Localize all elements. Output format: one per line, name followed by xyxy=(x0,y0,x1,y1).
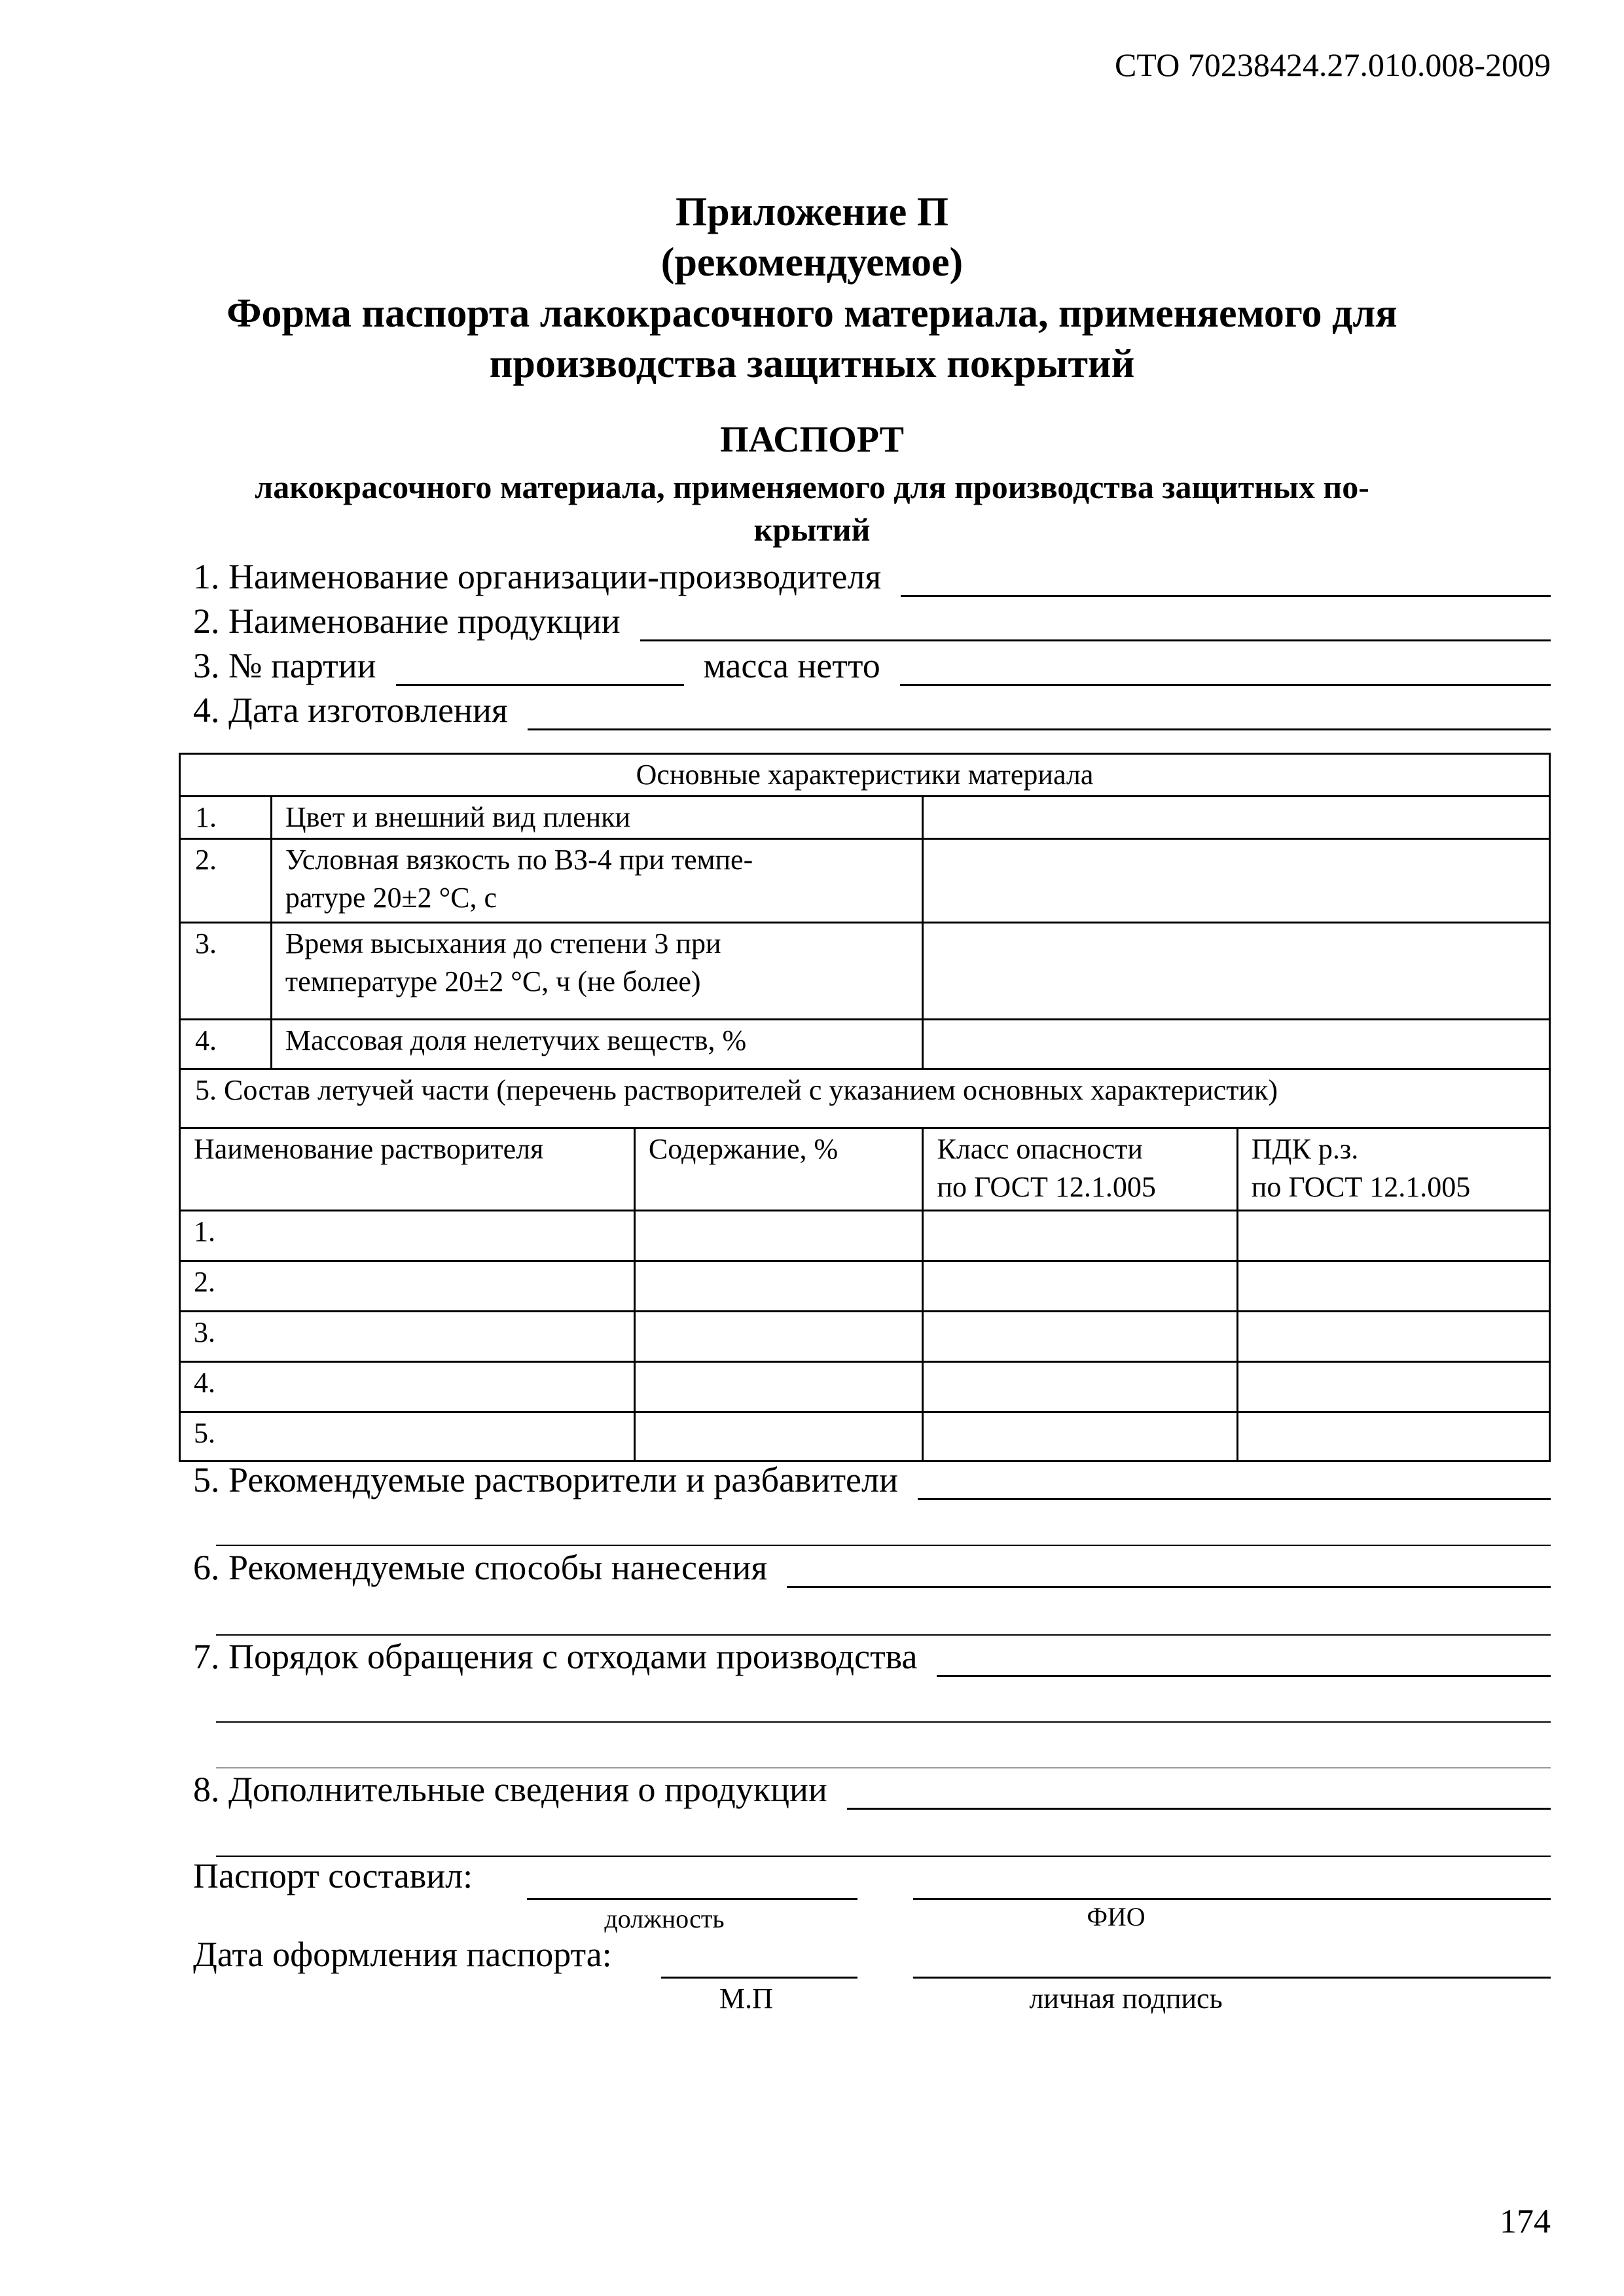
cell-content[interactable] xyxy=(634,1362,923,1412)
field-additional-info-line[interactable] xyxy=(847,1772,1551,1810)
field-product-label: 2. Наименование продукции xyxy=(193,601,621,641)
characteristics-table xyxy=(179,753,1551,1462)
solvent-row-number[interactable]: 2. xyxy=(180,1261,635,1312)
table-row xyxy=(180,1362,1550,1412)
field-manufacture-date-line[interactable] xyxy=(528,692,1551,730)
row-parameter: Массовая доля нелетучих веществ, % xyxy=(271,1020,923,1069)
field-manufacturer-line[interactable] xyxy=(901,559,1551,597)
field-waste-handling-line[interactable] xyxy=(937,1639,1551,1677)
appendix-status: (рекомендуемое) xyxy=(660,240,964,285)
field-batch-label: 3. № партии xyxy=(193,646,376,685)
cell-mac[interactable] xyxy=(1237,1362,1549,1412)
passport-subtitle-line1: лакокрасочного материала, применяемого для производства защитных по- xyxy=(255,469,1369,505)
continuation-line[interactable] xyxy=(216,1721,1551,1723)
position-caption: должность xyxy=(604,1904,725,1933)
field-product-line[interactable] xyxy=(640,603,1551,641)
cell-hazard[interactable] xyxy=(923,1362,1237,1412)
page-number: 174 xyxy=(1500,2203,1551,2240)
row-value[interactable] xyxy=(923,797,1550,839)
signature-line[interactable] xyxy=(913,1977,1551,1979)
solvent-row-number[interactable]: 3. xyxy=(180,1312,635,1362)
field-application-methods-line[interactable] xyxy=(787,1550,1551,1588)
field-recommended-solvents-label: 5. Рекомендуемые растворители и разбавители xyxy=(193,1460,898,1499)
row-value[interactable] xyxy=(923,1020,1550,1069)
table-row xyxy=(180,839,1550,923)
full-name-caption: ФИО xyxy=(1087,1902,1146,1931)
field-net-weight-line[interactable] xyxy=(900,648,1551,686)
row-number: 4. xyxy=(180,1020,272,1069)
stamp-caption: М.П xyxy=(719,1982,773,2015)
field-manufacturer-label: 1. Наименование организации-производителя xyxy=(193,557,882,596)
field-product[interactable] xyxy=(193,596,1551,641)
cell-hazard[interactable] xyxy=(923,1211,1237,1261)
table-header: Основные характеристики материала xyxy=(180,754,1550,797)
col-hazard-class: Класс опасности по ГОСТ 12.1.005 xyxy=(923,1128,1237,1211)
position-line[interactable] xyxy=(527,1898,857,1900)
issue-date-line[interactable] xyxy=(661,1977,857,1979)
solvent-row-number[interactable]: 1. xyxy=(180,1211,635,1261)
table-row xyxy=(180,1020,1550,1069)
table-row xyxy=(180,797,1550,839)
table-row xyxy=(180,1312,1550,1362)
table-row xyxy=(180,1211,1550,1261)
volatile-title-row xyxy=(180,1069,1550,1128)
solvent-row-number[interactable]: 5. xyxy=(180,1412,635,1462)
cell-content[interactable] xyxy=(634,1312,923,1362)
issue-date-label: Дата оформления паспорта: xyxy=(193,1935,612,1974)
cell-hazard[interactable] xyxy=(923,1312,1237,1362)
row-number: 2. xyxy=(180,839,272,923)
field-additional-info-label: 8. Дополнительные сведения о продукции xyxy=(193,1770,827,1809)
cell-mac[interactable] xyxy=(1237,1261,1549,1312)
field-waste-handling[interactable] xyxy=(193,1631,1551,1677)
field-waste-handling-label: 7. Порядок обращения с отходами производства xyxy=(193,1637,918,1676)
cell-content[interactable] xyxy=(634,1211,923,1261)
passport-subtitle-line2: крытий xyxy=(753,511,871,548)
col-solvent: Наименование растворителя xyxy=(180,1128,635,1211)
field-batch[interactable] xyxy=(193,640,1551,686)
row-number: 3. xyxy=(180,923,272,1020)
field-additional-info[interactable] xyxy=(193,1764,1551,1810)
row-number: 1. xyxy=(180,797,272,839)
full-name-line[interactable] xyxy=(913,1898,1551,1900)
cell-mac[interactable] xyxy=(1237,1312,1549,1362)
cell-content[interactable] xyxy=(634,1261,923,1312)
compiled-by-label: Паспорт составил: xyxy=(193,1856,473,1895)
passport-title: ПАСПОРТ xyxy=(719,420,904,460)
col-content: Содержание, % xyxy=(634,1128,923,1211)
col-mac: ПДК р.з. по ГОСТ 12.1.005 xyxy=(1237,1128,1549,1211)
signature-caption: личная подпись xyxy=(1029,1982,1223,2015)
row-parameter: Цвет и внешний вид пленки xyxy=(271,797,923,839)
field-manufacture-date-label: 4. Дата изготовления xyxy=(193,691,508,730)
appendix-title: Приложение П xyxy=(675,190,949,234)
table-row xyxy=(180,1261,1550,1312)
cell-mac[interactable] xyxy=(1237,1211,1549,1261)
field-recommended-solvents-line[interactable] xyxy=(918,1462,1551,1500)
row-value[interactable] xyxy=(923,839,1550,923)
field-recommended-solvents[interactable] xyxy=(193,1454,1551,1500)
field-net-weight-label: масса нетто xyxy=(703,646,880,685)
appendix-subject-line1: Форма паспорта лакокрасочного материала, применяемого для xyxy=(226,291,1398,336)
row-parameter: Время высыхания до степени 3 при температуре 20±2 °С, ч (не более) xyxy=(271,923,923,1020)
field-manufacture-date[interactable] xyxy=(193,685,1551,730)
cell-hazard[interactable] xyxy=(923,1261,1237,1312)
volatile-title: 5. Состав летучей части (перечень растворителей с указанием основных характеристик) xyxy=(180,1069,1550,1128)
field-application-methods-label: 6. Рекомендуемые способы нанесения xyxy=(193,1548,768,1587)
appendix-subject-line2: производства защитных покрытий xyxy=(489,342,1135,386)
row-value[interactable] xyxy=(923,923,1550,1020)
row-parameter: Условная вязкость по ВЗ-4 при темпе- ратуре 20±2 °С, с xyxy=(271,839,923,923)
field-manufacturer[interactable] xyxy=(193,551,1551,597)
table-header-row xyxy=(180,754,1550,797)
field-application-methods[interactable] xyxy=(193,1542,1551,1588)
volatile-header-row xyxy=(180,1128,1550,1211)
table-row xyxy=(180,923,1550,1020)
document-code: СТО 70238424.27.010.008-2009 xyxy=(1115,46,1551,83)
solvent-row-number[interactable]: 4. xyxy=(180,1362,635,1412)
field-batch-line[interactable] xyxy=(396,648,684,686)
